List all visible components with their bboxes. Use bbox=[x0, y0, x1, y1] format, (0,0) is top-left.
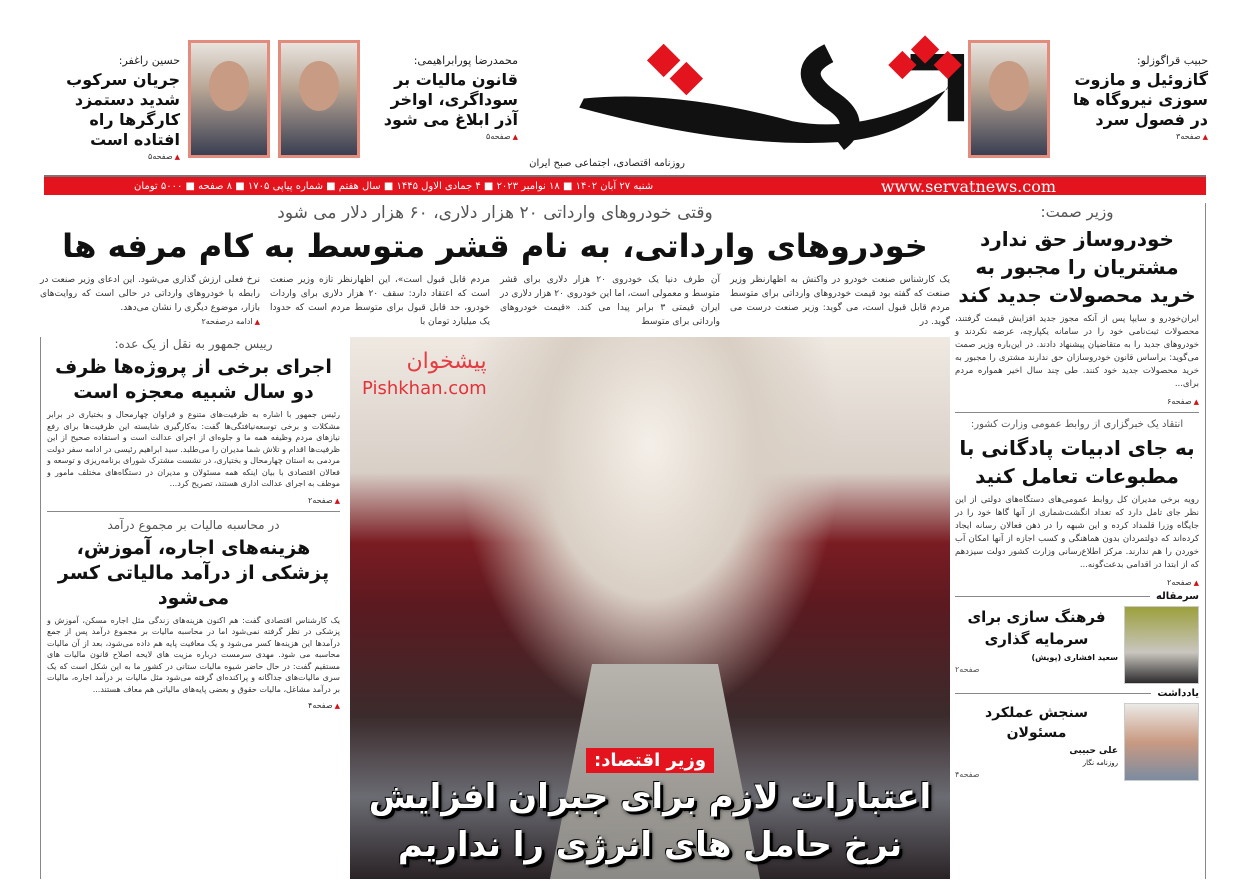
masthead-bar bbox=[44, 175, 1206, 195]
teaser-middle[interactable] bbox=[278, 40, 518, 165]
story-kicker: وزیر صمت: bbox=[1040, 203, 1114, 221]
author-photo bbox=[278, 40, 360, 158]
teaser-left[interactable] bbox=[40, 40, 270, 165]
page-ref: ▲ صفحه۵ bbox=[368, 132, 518, 141]
main-photo[interactable] bbox=[350, 337, 950, 879]
lead-headline[interactable]: خودروهای وارداتی، به نام قشر متوسط به کام مرفه ها bbox=[62, 227, 928, 265]
lead-column: یک کارشناس صنعت خودرو در واکنش به اظهارنظر وزیر صنعت که گفته بود قیمت خودروهای وارداتی برای متوسط مردم قابل قبول است، می گوید: وزیر صنعت درست می گوید. در bbox=[730, 275, 950, 327]
section-label-editorial: سرمقاله bbox=[1155, 591, 1199, 602]
teaser-headline[interactable]: قانون مالیات بر سوداگری، اواخر آذر ابلاغ می شود bbox=[383, 70, 518, 129]
note-author: علی حبیبی bbox=[1069, 746, 1118, 756]
tagline: روزنامه اقتصادی، اجتماعی صبح ایران bbox=[529, 158, 685, 169]
author-photo bbox=[1124, 606, 1199, 684]
story-kicker: رییس جمهور به نقل از یک عده: bbox=[114, 337, 273, 351]
teaser-author: حبیب قراگوزلو: bbox=[1136, 54, 1208, 67]
story-kicker: در محاسبه مالیات بر مجموع درآمد bbox=[107, 517, 280, 532]
editorial-author: سعید افشاری (پویش) bbox=[1031, 653, 1118, 662]
author-photo bbox=[188, 40, 270, 158]
left-column bbox=[40, 337, 340, 879]
note bbox=[955, 703, 1199, 781]
divider bbox=[955, 412, 1199, 413]
page-ref: صفحه۴ bbox=[955, 770, 980, 779]
story-body: یک کارشناس اقتصادی گفت: هم اکنون هزینه‌های زندگی مثل اجاره مسکن، آموزش و پزشکی در نظر گرفته نمی‌شود اما در محاسبه مالیات بر مجموع درآمد پس از جمع درآمدها این هزینه‌ها کسر می‌شود و یک معافیت پایه هم داده می‌شود، بعد از آن مالیات محاسبه می شود. مهدی سرمست درباره مزیت های لایحه اصلاح قانون مالیات های مستقیم گفت: در حال حاضر شیوه مالیات ستانی در کشور ما به این شکل است که یک سری مالیات‌های جداگانه و پراکنده‌ای گرفته می‌شود مثل مالیات بر درآمد اجاره، مالیات بر درآمد مشاغل، مالیات حقوق و بعضی پایه‌های مالیاتی هم معاف هستند... bbox=[47, 615, 340, 694]
page-ref: ▲ صفحه۴ bbox=[47, 701, 340, 710]
photo-label: وزیر اقتصاد: bbox=[586, 748, 714, 773]
lead-column: نرخ فعلی ارزش گذاری می‌شود. این ادعای وزیر صنعت در رابطه با خودروهای وارداتی در حالی است که روایت‌های بازار، موضوع دیگری را نشان می‌دهد. bbox=[40, 275, 260, 313]
page-ref: ▲ صفحه۲ bbox=[47, 496, 340, 505]
page-ref: صفحه۲ bbox=[955, 665, 980, 674]
page-ref: ▲ صفحه۲ bbox=[955, 578, 1199, 587]
section-label-note: یادداشت bbox=[1157, 688, 1199, 699]
teaser-author: محمدرضا پورابراهیمی: bbox=[413, 54, 518, 67]
main-area bbox=[40, 203, 950, 879]
site-url[interactable]: www.servatnews.com bbox=[880, 176, 1056, 196]
issue-info: شنبه ۲۷ آبان ۱۴۰۲ ■ ۱۸ نوامبر ۲۰۲۳ ■ ۴ جمادی الاول ۱۴۴۵ ■ سال هفتم ■ شماره پیاپی ۱۷۰۵ ■ ۸ صفحه ■ ۵۰۰۰ تومان bbox=[134, 180, 654, 192]
watermark bbox=[362, 349, 487, 399]
lower-section bbox=[40, 337, 950, 879]
story-body: رئیس جمهور با اشاره به ظرفیت‌های متنوع و فراوان چهارمحال و بختیاری در برابر مشکلات و برخی توسعه‌نیافتگی‌ها گفت: به‌کارگیری شایسته این ظرفیت‌ها برای رفع نیازهای مردم وظیفه همه ما و جلوه‌ای از اجرای عدالت است و استفاده صحیح از این ظرفیت‌ها اقدام و تلاش شما مدیران را می‌طلبد. سید ابراهیم رئیسی در ادامه سفر دولت مردمی به استان چهارمحال و بختیاری، در نشست مشترک شورای برنامه‌ریزی و توسعه و فعالان اقتصادی با بیان اینکه همه مسئولان و مدیران در دستگاه‌های مختلف مامور و موظف به اجرای عدالت اداری هستند، تصریح کرد... bbox=[47, 410, 340, 488]
watermark-en: Pishkhan.com bbox=[362, 378, 487, 399]
teaser-right[interactable] bbox=[968, 40, 1208, 165]
lead-columns bbox=[40, 273, 950, 329]
page-ref: ▲ صفحه۵ bbox=[40, 152, 180, 161]
author-photo bbox=[1124, 703, 1199, 781]
watermark-fa: پیشخوان bbox=[406, 349, 487, 374]
note-author-role: روزنامه نگار bbox=[1082, 759, 1118, 767]
teaser-headline[interactable]: گازوئیل و مازوت سوزی نیروگاه ها در فصول سرد bbox=[1072, 70, 1208, 129]
lead-kicker: وقتی خودروهای وارداتی ۲۰ هزار دلاری، ۶۰ هزار دلار می شود bbox=[277, 203, 713, 223]
page-ref: ▲ صفحه۳ bbox=[1058, 132, 1208, 141]
newspaper-logo bbox=[525, 35, 965, 153]
editorial-headline[interactable]: فرهنگ سازی برای سرمایه گذاری bbox=[967, 608, 1106, 648]
teaser-headline[interactable]: جریان سرکوب شدید دستمزد کارگرها راه افتاده است bbox=[66, 70, 180, 149]
continue-link[interactable]: ▲ ادامه درصفحه۲ bbox=[40, 317, 260, 326]
photo-headline[interactable]: اعتبارات لازم برای جبران افزایش نرخ حامل های انرژی را نداریم bbox=[368, 777, 932, 865]
story-headline[interactable]: خودروساز حق ندارد مشتریان را مجبور به خرید محصولات جدید کند bbox=[958, 227, 1196, 307]
teaser-author: حسین راغفر: bbox=[118, 54, 180, 67]
story-headline[interactable]: اجرای برخی از پروژه‌ها ظرف دو سال شبیه معجزه است bbox=[55, 356, 332, 403]
editorial-label-row bbox=[955, 591, 1199, 602]
lead-column: آن طرف دنیا یک خودروی ۲۰ هزار دلاری برای قشر متوسط و معمولی است، اما این خودروی ۲۰ هزار دلاری در ایران قیمتی ۳ برابر پیدا می کند. «قیمت خودروهای وارداتی برای متوسط bbox=[500, 275, 720, 327]
author-photo bbox=[968, 40, 1050, 158]
editorial bbox=[955, 606, 1199, 684]
story-body: رویه برخی مدیران کل روابط عمومی‌های دستگاه‌های دولتی از این نظر جای تامل دارد که تعداد انگشت‌شماری از آنها گاها خود را در جایگاه وزرا قلمداد کرده و این شبهه را در ذهن فعالان رسانه ایجاد کرده‌اند که دولتمردان بدون هماهنگی و کسب اجازه از آنها امکان آب خوردن را هم ندارند. مرکز اطلاع‌رسانی وزارت کشور دولت سیزدهم که از ابتدا در اقدامی بدعت‌گونه... bbox=[955, 495, 1199, 570]
right-column bbox=[952, 203, 1206, 879]
story-kicker: انتقاد یک خبرگزاری از روابط عمومی وزارت کشور: bbox=[970, 419, 1184, 430]
divider bbox=[47, 511, 340, 512]
page-ref: ▲ صفحه۶ bbox=[955, 397, 1199, 406]
note-label-row bbox=[955, 688, 1199, 699]
story-body: ایران‌خودرو و سایپا پس از آنکه مجوز جدید افزایش قیمت گرفتند، محصولات ثبت‌نامی خود را در سامانه یکپارچه، عرضه نکردند و خودروهای جدید را به متقاضیان پیشنهاد دادند. در این‌باره وزیر صمت می‌گوید: براساس قانون خودروسازان حق ندارند مشتری را مجبور به خرید محصولات جدید خود کنند. طی چند سال اخیر همواره مردم برای... bbox=[955, 314, 1199, 389]
note-headline[interactable]: سنجش عملکرد مسئولان bbox=[985, 705, 1088, 741]
lead-column: مردم قابل قبول است»، این اظهارنظر تازه وزیر صنعت است که اعتقاد دارد: سقف ۲۰ هزار دلاری برای واردات خودرو، حد قابل قبول برای متوسط مردم است که حدودا یک میلیارد تومان با bbox=[270, 275, 490, 327]
story-headline[interactable]: هزینه‌های اجاره، آموزش، پزشکی از درآمد مالیاتی کسر می‌شود bbox=[57, 536, 330, 609]
story-headline[interactable]: به جای ادبیات پادگانی با مطبوعات تعامل کنید bbox=[959, 436, 1195, 488]
